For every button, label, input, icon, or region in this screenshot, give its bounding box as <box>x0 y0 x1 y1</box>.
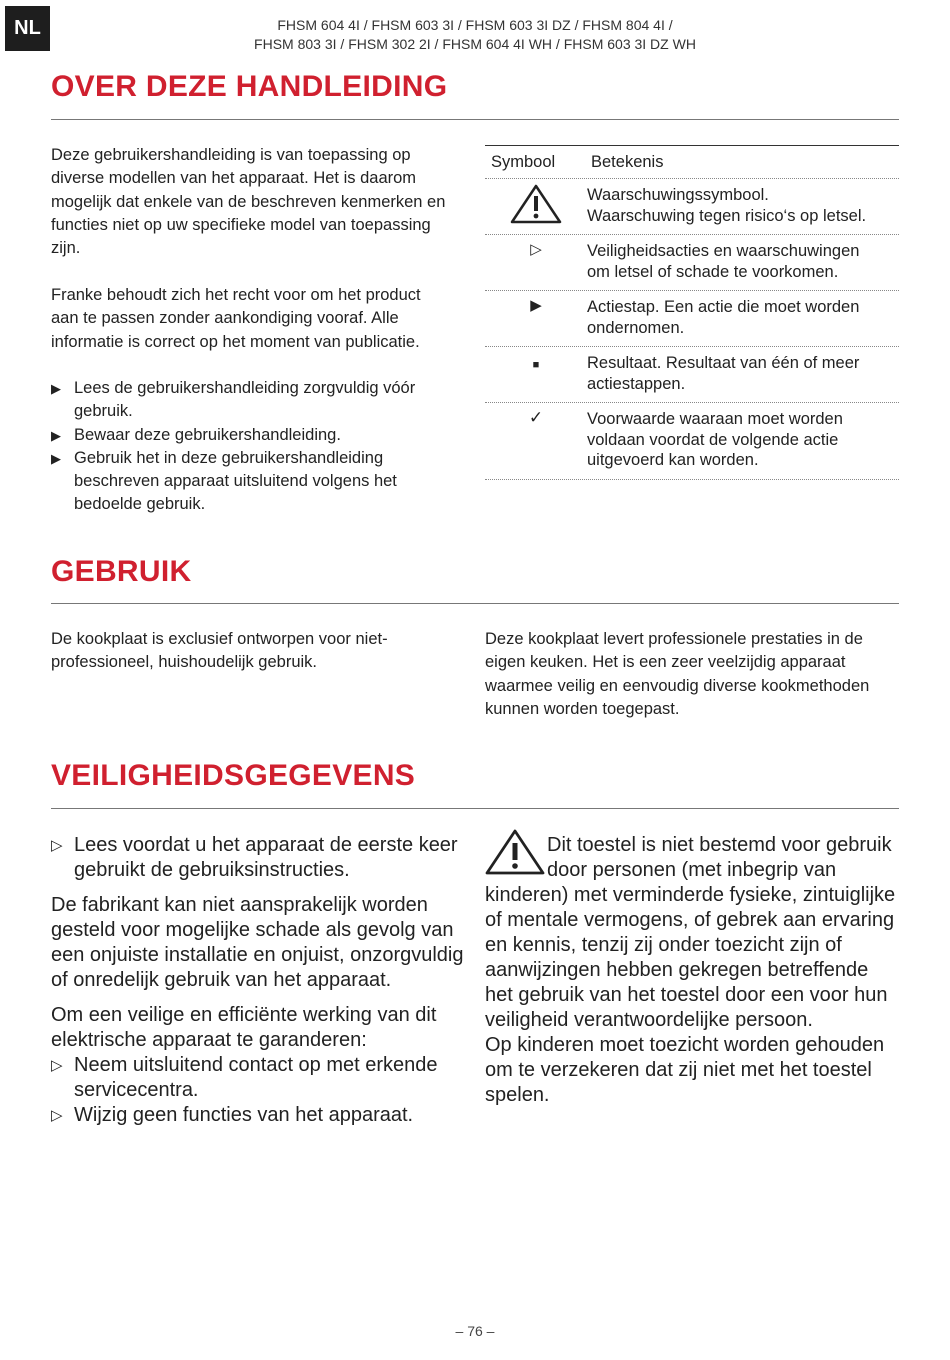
model-list <box>200 16 750 54</box>
meaning-line: ondernomen. <box>587 318 685 337</box>
column-header-meaning: Betekenis <box>591 152 664 171</box>
meaning-line: Waarschuwingssymbool. <box>587 186 769 204</box>
list-item: ▶ Bewaar deze gebruikershandleiding. <box>51 424 451 447</box>
action-list <box>51 377 451 517</box>
safety-left-column <box>51 833 469 1128</box>
square-icon: ■ <box>532 359 540 371</box>
meaning-line: actiestappen. <box>587 374 686 393</box>
table-row <box>485 402 899 479</box>
meaning-line: Waarschuwing tegen risico‘s op letsel. <box>587 206 867 225</box>
list-item: ▷ Lees voordat u het apparaat de eerste keer gebruikt de gebruiksinstructies. <box>51 834 458 881</box>
table-bottom-rule <box>485 479 899 480</box>
filled-arrow-icon: ▶ <box>530 297 542 314</box>
meaning-line: Actiestap. Een actie die moet worden <box>587 298 860 316</box>
section-title-gebruik: GEBRUIK <box>51 555 192 588</box>
intro-paragraph: Deze gebruikershandleiding is van toepassing op diverse modellen van het apparaat. Het is daarom mogelijk dat enkele van de beschreven kenmerken en functies niet op uw specifieke model van toepassing zijn. <box>51 146 446 258</box>
symbol-table <box>485 145 899 480</box>
section-divider <box>51 808 899 809</box>
checkmark-icon: ✓ <box>528 408 544 427</box>
safe-operation-paragraph: Om een veilige en efficiënte werking van dit elektrische apparaat te garanderen: <box>51 1004 437 1051</box>
list-item: ▶ Lees de gebruikershandleiding zorgvuldig vóór gebruik. <box>51 379 416 421</box>
page-number: – 76 – <box>455 1323 495 1339</box>
children-paragraph: Op kinderen moet toezicht worden gehouden om te verzekeren dat zij niet met het toestel spelen. <box>485 1034 885 1106</box>
section-divider <box>51 119 899 120</box>
table-header <box>485 146 899 178</box>
meaning-line: Voorwaarde waaraan moet worden <box>587 410 843 428</box>
list-item: ▷ Neem uitsluitend contact op met erkende servicecentra. <box>51 1054 438 1101</box>
language-tab: NL <box>5 6 50 51</box>
list-item: ▷ Wijzig geen functies van het apparaat. <box>51 1104 414 1126</box>
safety-list <box>51 833 469 883</box>
disclaimer-paragraph: Franke behoudt zich het recht voor om het product aan te passen zonder aankondiging vooraf. Alle informatie is correct op het moment van publicatie. <box>51 286 421 351</box>
usage-paragraph-right: Deze kookplaat levert professionele prestaties in de eigen keuken. Het is een zeer veelzijdig apparaat waarmee veilig en eenvoudig diverse kookmethoden kunnen worden toegepast. <box>485 630 870 718</box>
list-item: ▶ Gebruik het in deze gebruikershandleiding beschreven apparaat uitsluitend volgens het bedoelde gebruik. <box>51 448 397 514</box>
meaning-line: voldaan voordat de volgende actie <box>587 430 839 449</box>
model-list-line-2: FHSM 803 3I / FHSM 302 2I / FHSM 604 4I WH / FHSM 603 3I DZ WH <box>254 36 696 52</box>
table-row <box>485 290 899 346</box>
supervision-paragraph: Dit toestel is niet bestemd voor gebruik door personen (met inbegrip van kinderen) met verminderde fysieke, zintuiglijke of mentale vermogens, of gebrek aan ervaring en kennis, tenzij zij onder toezicht zijn of aanwijzingen hebben gekregen betreffende het gebruik van het toestel door een voor hun veiligheid verantwoordelijke persoon. <box>485 834 896 1031</box>
outline-arrow-icon: ▷ <box>51 837 63 854</box>
section-divider <box>51 603 899 604</box>
meaning-line: uitgevoerd kan worden. <box>587 451 759 469</box>
safety-right-column <box>485 833 899 1108</box>
table-row <box>485 178 899 234</box>
filled-arrow-icon: ▶ <box>51 450 61 466</box>
liability-paragraph: De fabrikant kan niet aansprakelijk worden gesteld voor mogelijke schade als gevolg van een onjuiste installatie en onjuist, onzorgvuldig of onredelijk gebruik van het apparaat. <box>51 894 464 991</box>
table-row <box>485 346 899 402</box>
safety-list <box>51 1053 469 1128</box>
filled-arrow-icon: ▶ <box>51 381 61 396</box>
warning-triangle-icon <box>485 179 587 234</box>
section-title-handleiding: OVER DEZE HANDLEIDING <box>51 70 448 103</box>
warning-triangle-icon <box>485 829 547 875</box>
outline-arrow-icon: ▷ <box>530 241 542 258</box>
filled-arrow-icon: ▶ <box>51 427 61 443</box>
usage-paragraph-left: De kookplaat is exclusief ontworpen voor niet-professioneel, huishoudelijk gebruik. <box>51 630 388 672</box>
meaning-line: Veiligheidsacties en waarschuwingen <box>587 242 860 260</box>
outline-arrow-icon: ▷ <box>51 1057 63 1074</box>
section-title-veiligheid: VEILIGHEIDSGEGEVENS <box>51 759 416 792</box>
outline-arrow-icon: ▷ <box>51 1107 63 1124</box>
table-row <box>485 234 899 290</box>
column-header-symbol: Symbool <box>491 152 556 171</box>
meaning-line: om letsel of schade te voorkomen. <box>587 262 839 281</box>
model-list-line-1: FHSM 604 4I / FHSM 603 3I / FHSM 603 3I DZ / FHSM 804 4I / <box>277 17 673 33</box>
meaning-line: Resultaat. Resultaat van één of meer <box>587 354 860 372</box>
